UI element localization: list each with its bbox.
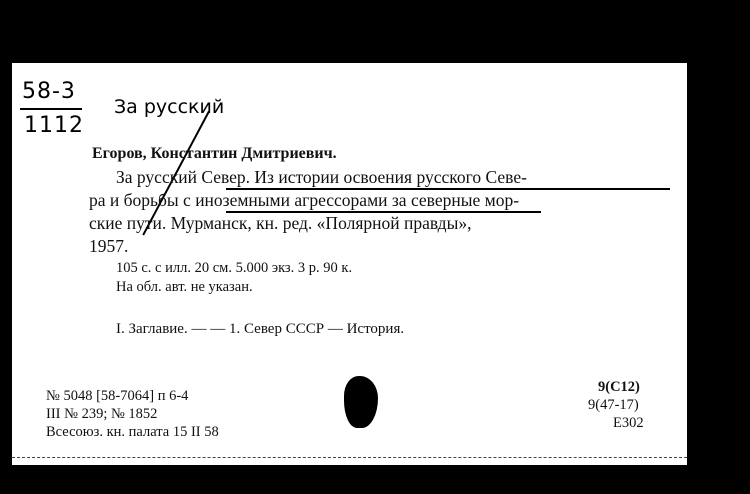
- author-heading: Егоров, Константин Дмитриевич.: [92, 145, 337, 162]
- ink-blot: [344, 376, 378, 428]
- physical-description: 105 с. с илл. 20 см. 5.000 экз. 3 р. 90 к.: [116, 260, 353, 276]
- description-line-2: ра и борьбы с иноземными агрессорами за северные мор-: [89, 190, 520, 210]
- handwritten-title: За русский: [114, 96, 225, 118]
- shelfmark-divider: [20, 108, 82, 110]
- description-line-3: ские пути. Мурманск, кн. ред. «Полярной правды»,: [89, 213, 472, 233]
- classification-2: 9(47-17): [588, 397, 639, 413]
- cover-note: На обл. авт. не указан.: [116, 279, 253, 295]
- classification-1: 9(С12): [598, 379, 640, 395]
- author-mark: Е302: [613, 415, 644, 431]
- registry-numbers: III № 239; № 1852: [46, 406, 158, 422]
- card-bottom-edge: [12, 457, 687, 459]
- shelfmark-top: 58-3: [22, 79, 76, 104]
- card-number: № 5048 [58-7064] п 6-4: [46, 388, 189, 404]
- tracings: I. Заглавие. — — 1. Север СССР — История.: [116, 321, 405, 337]
- description-line-4: 1957.: [89, 236, 129, 256]
- catalog-card: [12, 63, 687, 465]
- chamber-stamp: Всесоюз. кн. палата 15 II 58: [46, 424, 219, 440]
- shelfmark-bottom: 1112: [24, 113, 84, 138]
- description-line-1: За русский Север. Из истории освоения русского Севе-: [116, 167, 527, 187]
